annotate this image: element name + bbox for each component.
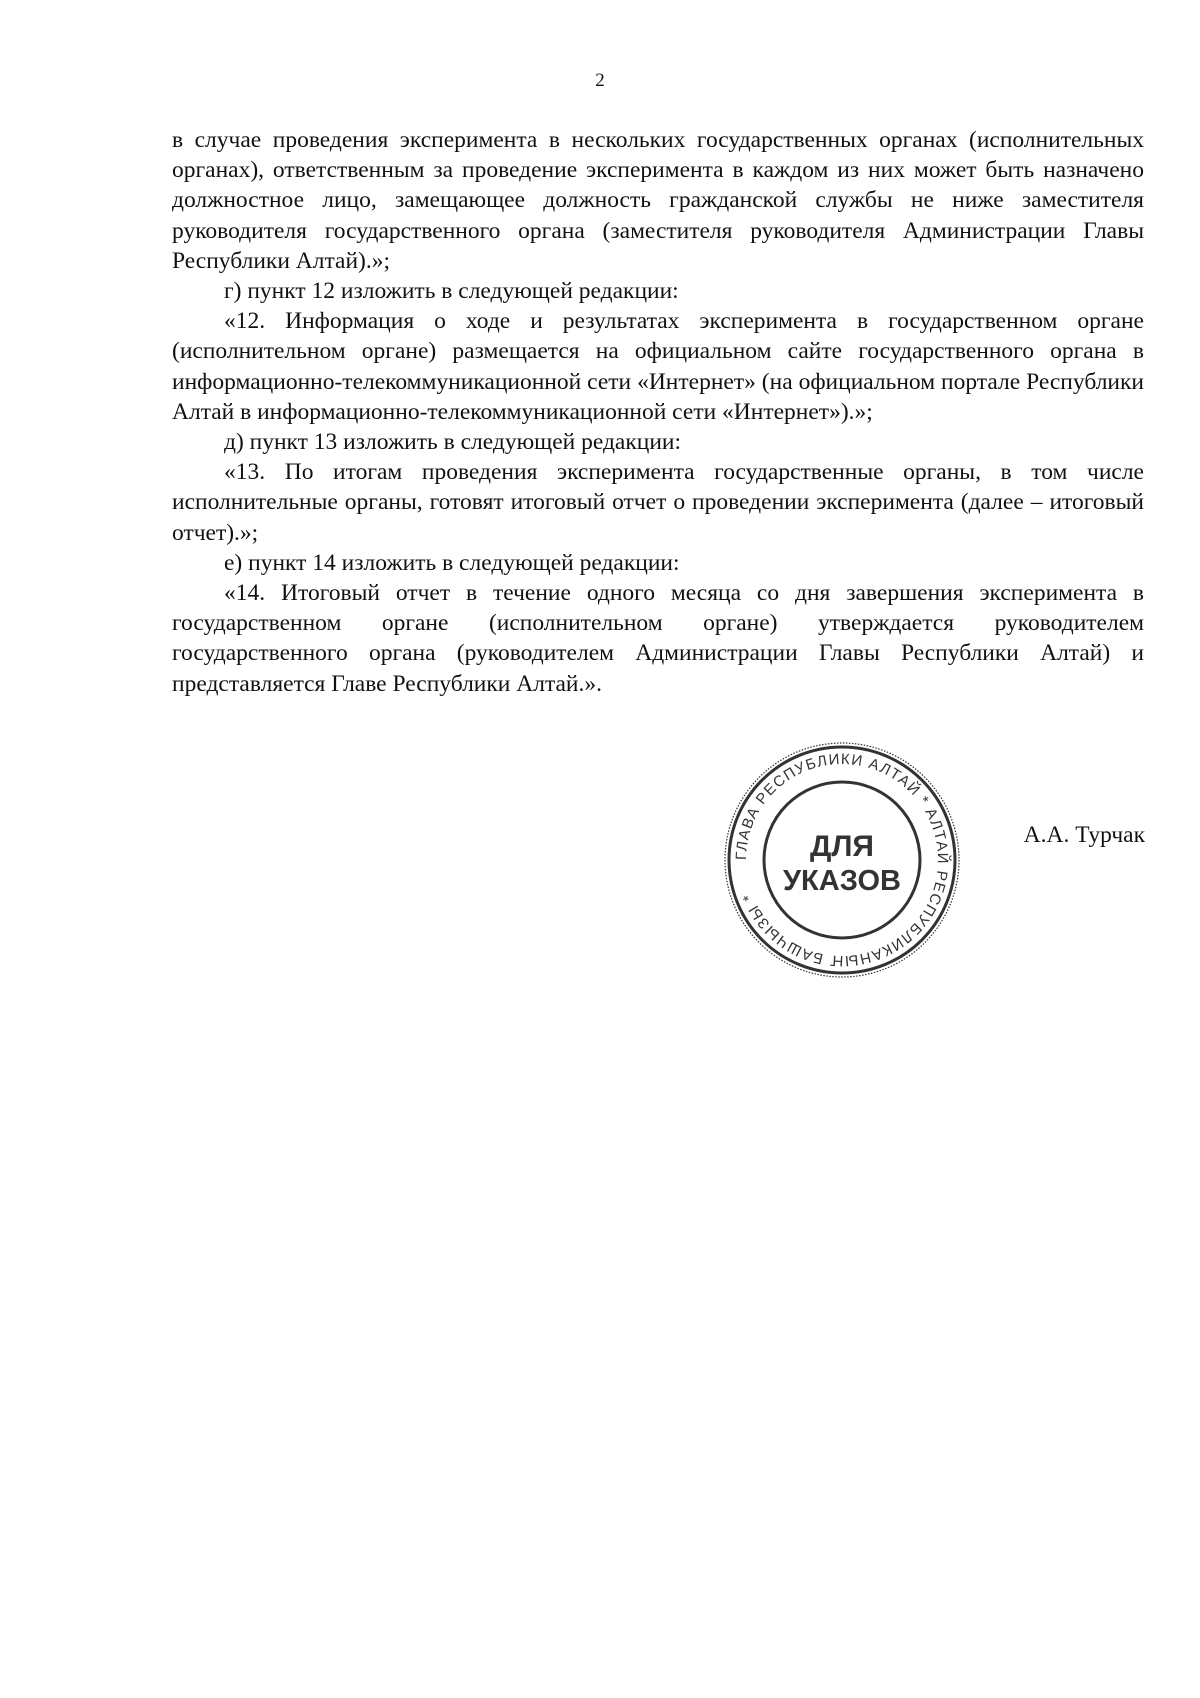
seal-center-text: ДЛЯ xyxy=(810,830,874,863)
paragraph: е) пункт 14 изложить в следующей редакции: xyxy=(224,549,680,576)
paragraph: «13. По итогам проведения эксперимента государственные органы, в том числе исполнительные органы, готовят итоговый отчет о проведении эксперимента (далее – итоговый отчет).»; xyxy=(172,459,1144,546)
signatory-name: А.А. Турчак xyxy=(1023,822,1145,848)
paragraph: «12. Информация о ходе и результатах эксперимента в государственном органе (исполнительном органе) размещается на официальном сайте государственного органа в информационно-телекоммуникационной сети «Интернет» (на официальном портале Республики Алтай в информационно-телекоммуникационной сети «Интернет»).»; xyxy=(172,308,1144,425)
paragraph: г) пункт 12 изложить в следующей редакции: xyxy=(224,278,679,305)
seal-ring-text: ГЛАВА РЕСПУБЛИКИ АЛТАЙ * АЛТАЙ РЕСПУБЛИКАНЫҤ БАШЧЫЗЫ * xyxy=(732,750,952,970)
paragraph: д) пункт 13 изложить в следующей редакции: xyxy=(224,429,682,456)
page-number: 2 xyxy=(595,70,605,91)
official-seal xyxy=(722,740,962,980)
seal-center-text: УКАЗОВ xyxy=(783,865,901,897)
document-body xyxy=(172,125,1144,699)
seal-graphic xyxy=(722,740,962,980)
paragraph: в случае проведения эксперимента в нескольких государственных органах (исполнительных органах), ответственным за проведение эксперимента в каждом из них может быть назначено должностное лицо, замещающее должность гражданской службы не ниже заместителя руководителя государственного органа (заместителя руководителя Администрации Главы Республики Алтай).»; xyxy=(172,127,1144,274)
paragraph: «14. Итоговый отчет в течение одного месяца со дня завершения эксперимента в государственном органе (исполнительном органе) утверждается руководителем государственного органа (руководителем Администрации Главы Республики Алтай) и представляется Главе Республики Алтай.». xyxy=(172,580,1144,697)
